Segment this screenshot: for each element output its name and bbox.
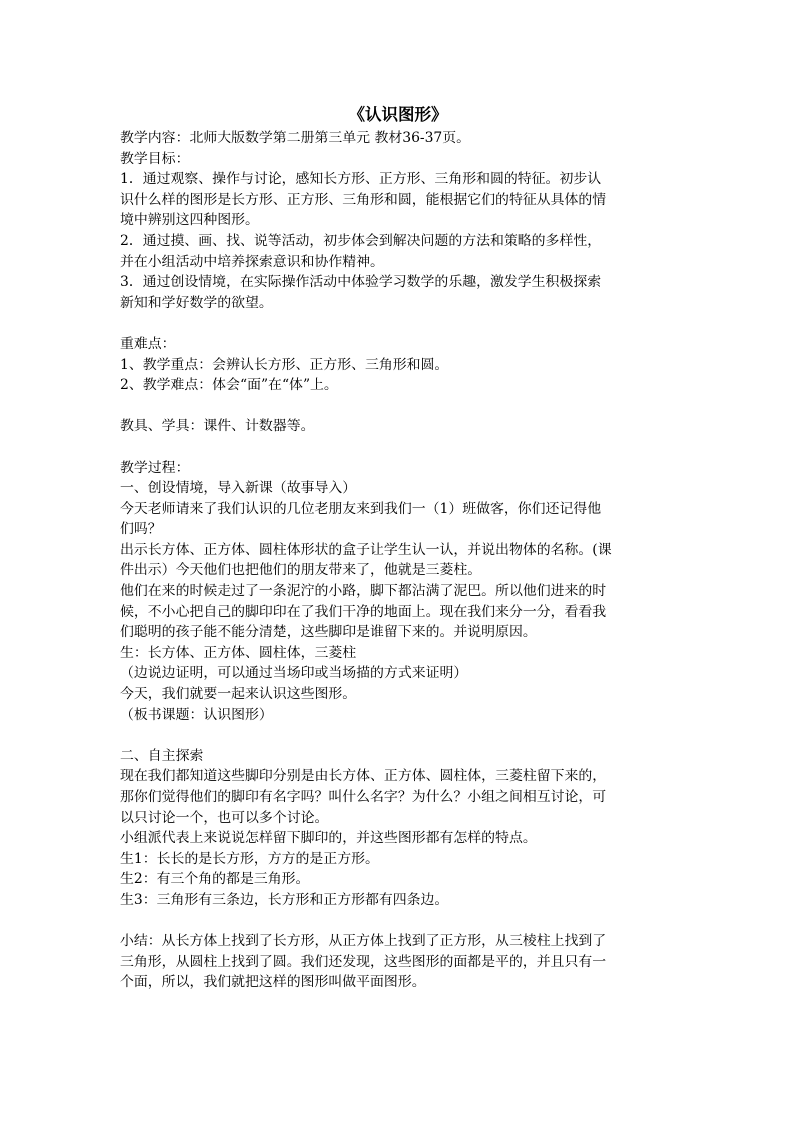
text-line: 重难点： [120,335,176,352]
document-body [120,128,676,993]
text-line: 3．通过创设情境，在实际操作活动中体验学习数学的乐趣，激发学生积极探索 [120,274,602,291]
text-line: 生3：三角形有三条边，长方形和正方形都有四条边。 [120,891,449,908]
text-line: 2．通过摸、画、找、说等活动，初步体会到解决问题的方法和策略的多样性， [120,232,602,249]
text-line: 件出示）今天他们也把他们的朋友带来了，他就是三菱柱。 [120,562,482,579]
text-line: 教学目标： [120,150,190,167]
blank-line [120,725,676,746]
text-line: 三角形，从圆柱上找到了圆。我们还发现，这些图形的面都是平的，并且只有一 [120,953,607,970]
text-line: 们聪明的孩子能不能分清楚，这些脚印是谁留下来的。并说明原因。 [120,624,537,641]
blank-line [120,313,676,334]
text-line: 生2：有三个角的都是三角形。 [120,871,310,888]
text-line: 教具、学具：课件、计数器等。 [120,418,315,435]
text-line: 1、教学重点：会辨认长方形、正方形、三角形和圆。 [120,356,449,373]
text-line: 一、创设情境，导入新课（故事导入） [120,480,357,497]
text-line: 个面，所以，我们就把这样的图形叫做平面图形。 [120,974,426,991]
text-line: 1．通过观察、操作与讨论，感知长方形、正方形、三角形和圆的特征。初步认 [120,171,602,188]
text-line: 他们在来的时候走过了一条泥泞的小路，脚下都沾满了泥巴。所以他们进来的时 [120,583,607,600]
text-line: 现在我们都知道这些脚印分别是由长方体、正方体、圆柱体，三菱柱留下来的， [120,768,607,785]
text-line: 二、自主探索 [120,747,204,764]
blank-line [120,396,676,417]
text-line: 识什么样的图形是长方形、正方形、三角形和圆，能根据它们的特征从具体的情 [120,191,607,208]
text-line: 教学内容：北师大版数学第二册第三单元 教材36-37页。 [120,130,471,146]
text-line: 生1：长长的是长方形，方方的是正方形。 [120,850,379,867]
text-line: 境中辨别这四种图形。 [120,212,259,229]
text-line: 那你们觉得他们的脚印有名字吗？叫什么名字？为什么？小组之间相互讨论，可 [120,789,607,805]
blank-line [120,911,676,932]
text-line: 小结：从长方体上找到了长方形，从正方体上找到了正方形，从三棱柱上找到了 [120,933,607,950]
text-line: （板书课题：认识图形） [120,706,273,723]
text-line: 并在小组活动中培养探索意识和协作精神。 [120,253,384,270]
text-line: 候，不小心把自己的脚印印在了我们干净的地面上。现在我们来分一分，看看我 [120,603,607,620]
text-line: 2、教学难点：体会“面”在“体”上。 [120,377,338,394]
document-title: 《认识图形》 [348,105,448,124]
text-line: 新知和学好数学的欲望。 [120,294,273,311]
blank-line [120,437,676,458]
text-line: 们吗？ [120,521,162,538]
document-page [120,102,676,993]
text-line: （边说边证明，可以通过当场印或当场描的方式来证明） [120,665,468,682]
text-line: 小组派代表上来说说怎样留下脚印的，并这些图形都有怎样的特点。 [120,830,537,847]
text-line: 以只讨论一个，也可以多个讨论。 [120,809,329,826]
text-line: 出示长方体、正方体、圆柱体形状的盒子让学生认一认，并说出物体的名称。(课 [120,541,612,558]
text-line: 今天老师请来了我们认识的几位老朋友来到我们一（1）班做客，你们还记得他 [120,500,602,517]
text-line: 教学过程： [120,459,190,476]
text-line: 今天，我们就要一起来认识这些图形。 [120,686,357,703]
text-line: 生：长方体、正方体、圆柱体，三菱柱 [120,644,357,661]
